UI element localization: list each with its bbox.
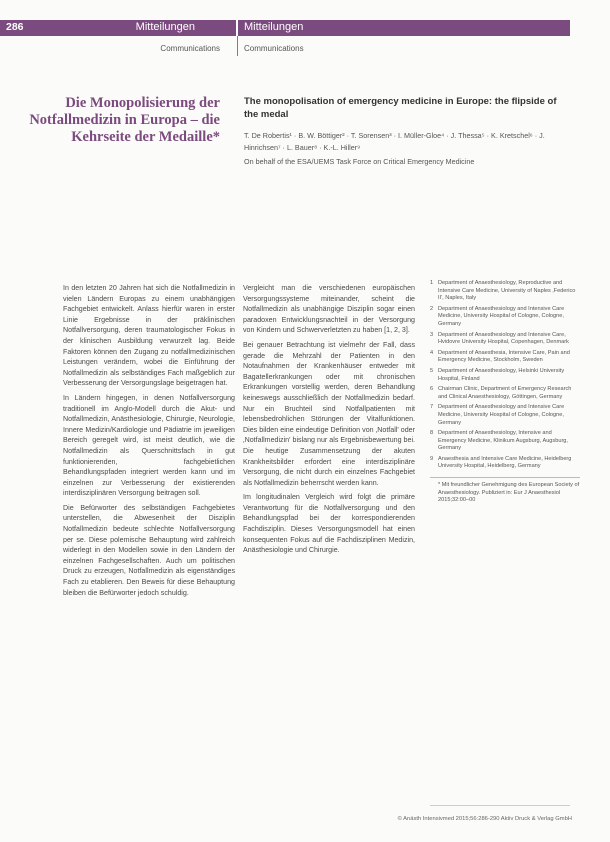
affiliations-sidebar (430, 280, 580, 505)
affiliation-item (430, 368, 580, 383)
affiliation-number: 3 (430, 331, 434, 338)
paragraph: Vergleicht man die verschiedenen europäischen Versorgungssysteme miteinander, scheint die Notfallmedizin als unabhängige Disziplin sogar einen paradoxen Entwicklungsnachteil in der Versorgung von Kindern und Schwerverletzten zu haben [1, 2, 3]. (243, 284, 415, 335)
affiliation-text: Department of Anaesthesia, Intensive Care, Pain and Emergency Medicine, Stockholm, Sweden (438, 349, 570, 364)
author-list: T. De Robertis¹ · B. W. Böttiger² · T. Sorensen³ · I. Müller-Gloe⁴ · J. Thessa⁵ · K. Kretschel⁶ · J. Hinrichsen⁷ · L. Bauer⁸ · K.-L. Hiller⁹ (244, 131, 545, 152)
page-number: 286 (6, 21, 24, 33)
column-divider (237, 36, 238, 56)
affiliation-item (430, 350, 580, 365)
subsection-de: Communications (160, 44, 220, 53)
affiliation-text: Department of Anaesthesiology and Intensive Care, Hvidovre University Hospital, Copenhagen, Denmark (438, 331, 569, 346)
header-divider (236, 20, 238, 36)
affiliation-item (430, 404, 580, 427)
paragraph: In den letzten 20 Jahren hat sich die Notfallmedizin in vielen Ländern Europas zu einem unabhängigen Fachgebiet entwickelt. Anlass hierfür waren in erster Linie Ergebnisse in der präklinischen Notfallversorgung, deren traumatologischer Fokus in der klinischen Ausbildung verwurzelt lag. Beide Faktoren können den Zugang zu notfallmedizinischen Leistungen verändern, wobei die Einführung der Notfallmedizin als selbständiges Fach maßgeblich zur Verbesserung der Versorgungslage beigetragen hat. (63, 284, 235, 388)
footnote: * Mit freundlicher Genehmigung des European Society of Anaesthesiology. Publiziert in: Eur J Anaesthesiol 2015;32:00–00 (438, 482, 580, 504)
affiliation-text: Department of Anaesthesiology, Helsinki University Hospital, Finland (438, 367, 565, 382)
affiliation-text: Department of Anaesthesiology, Intensive and Emergency Medicine, Klinikum Augsburg, Augsburg, Germany (438, 430, 568, 452)
affiliation-text: Anaesthesia and Intensive Care Medicine, Heidelberg University Hospital, Heidelberg, Germany (438, 455, 572, 470)
affiliation-number: 7 (430, 404, 434, 411)
affiliation-item (430, 280, 580, 303)
affiliation-item (430, 456, 580, 471)
header-bar (0, 20, 570, 36)
affiliation-text: Department of Anaesthesiology and Intensive Care Medicine, University Hospital of Cologne, Cologne, Germany (438, 305, 565, 327)
subsection-en: Communications (244, 44, 304, 53)
paragraph: Bei genauer Betrachtung ist vielmehr der Fall, dass gerade die Mehrzahl der Patienten in den Notaufnahmen der Krankenhäuser entweder mit Bagatellerkrankungen oder mit chronischen Erkrankungen vorstellig werden, deren Behandlung keineswegs ausschließlich der Notfallmedizin bedarf. Nur ein Bruchteil sind Notfallpatienten mit lebensbedrohlichen Störungen der Vitalfunktionen. Dies bilden eine eindeutige Definition von ‚Notfall' oder ‚Notfallmedizin' bislang nur als Ergebnisbewertung bei. Die heutige Zusammensetzung der akuten Krankheitsbilder erfordert eine interdisziplinäre Versorgung, die nicht durch ein einzelnes Fachgebiet als Notfallmedizin beherrscht werden kann. (243, 340, 415, 487)
body-column-1 (63, 283, 235, 602)
divider (430, 805, 570, 806)
affiliation-number: 4 (430, 349, 434, 356)
article-title-en: The monopolisation of emergency medicine in Europe: the flipside of the medal (244, 96, 557, 120)
affiliation-number: 1 (430, 280, 434, 286)
affiliation-item (430, 332, 580, 347)
paragraph: Die Befürworter des selbständigen Fachgebietes unterstellen, die Abwesenheit der Disziplin Notfallmedizin bedeute schlechte Notfallversorgung per se. Diese polemische Behauptung wird zahlreich widerlegt in den Modellen sowie in den Ländern der einzelnen Fachgesellschaften. Auch um politischen Druck zu erzeugen, Notfallmedizin als eigenständiges Fach zu etablieren. Den Beweis für diese Behauptung bleiben die Befürworter jedoch schuldig. (63, 503, 235, 597)
affiliation-number: 8 (430, 430, 434, 437)
affiliation-number: 5 (430, 367, 434, 374)
affiliation-number: 2 (430, 305, 434, 312)
affiliation-item (430, 306, 580, 329)
on-behalf-line: On behalf of the ESA/UEMS Task Force on Critical Emergency Medicine (244, 157, 475, 166)
article-title-de: Die Monopolisierung der Notfallmedizin in Europa – die Kehrseite der Medaille* (29, 95, 220, 145)
affiliation-text: Department of Anaesthesiology and Intensive Care Medicine, University Hospital of Cologne, Cologne, Germany (438, 404, 565, 426)
paragraph: In Ländern hingegen, in denen Notfallversorgung traditionell im Anglo-Modell durch die Akut- und Notfallmedizin, Anästhesiologie, Chirurgie, Neurologie, Innere Medizin/Kardiologie und Pädiatrie im jeweiligen Bereich geregelt wird, ist meist deutlich, wie die Notfallmedizin als Querschnittsfach in gut funktionierenden, fachgebietlichen Behandlungspfaden integriert werden kann und im einzelnen zur Verbesserung der existierenden interdisziplinären Versorgung beitragen soll. (63, 393, 235, 498)
page-footer: © Anästh Intensivmed 2015;56:286-290 Aktiv Druck & Verlag GmbH (397, 816, 572, 822)
section-title-en: Mitteilungen (244, 21, 304, 33)
affiliation-item (430, 430, 580, 453)
affiliation-number: 9 (430, 455, 434, 462)
affiliation-text: Department of Anaesthesiology, Reproductive and Intensive Care Medicine, University of Naples ‚Federico II', Naples, Italy (438, 280, 576, 302)
divider (430, 477, 580, 478)
section-title-de: Mitteilungen (135, 21, 195, 33)
affiliation-number: 6 (430, 386, 434, 393)
paragraph: Im longitudinalen Vergleich wird folgt die primäre Verantwortung für die Notfallversorgung und den Behandlungspfad bei der korrespondierenden Fachdisziplin. Dieses Versorgungsmodell hat einen konsequenten Fokus auf die Fachdisziplinen Medizin, Anästhesiologie und Chirurgie. (243, 493, 415, 555)
affiliation-item (430, 386, 580, 401)
affiliation-text: Chairman Clinic, Department of Emergency Research and Clinical Anaesthesiology, Göttingen, Germany (438, 386, 572, 400)
body-column-2 (243, 283, 415, 560)
